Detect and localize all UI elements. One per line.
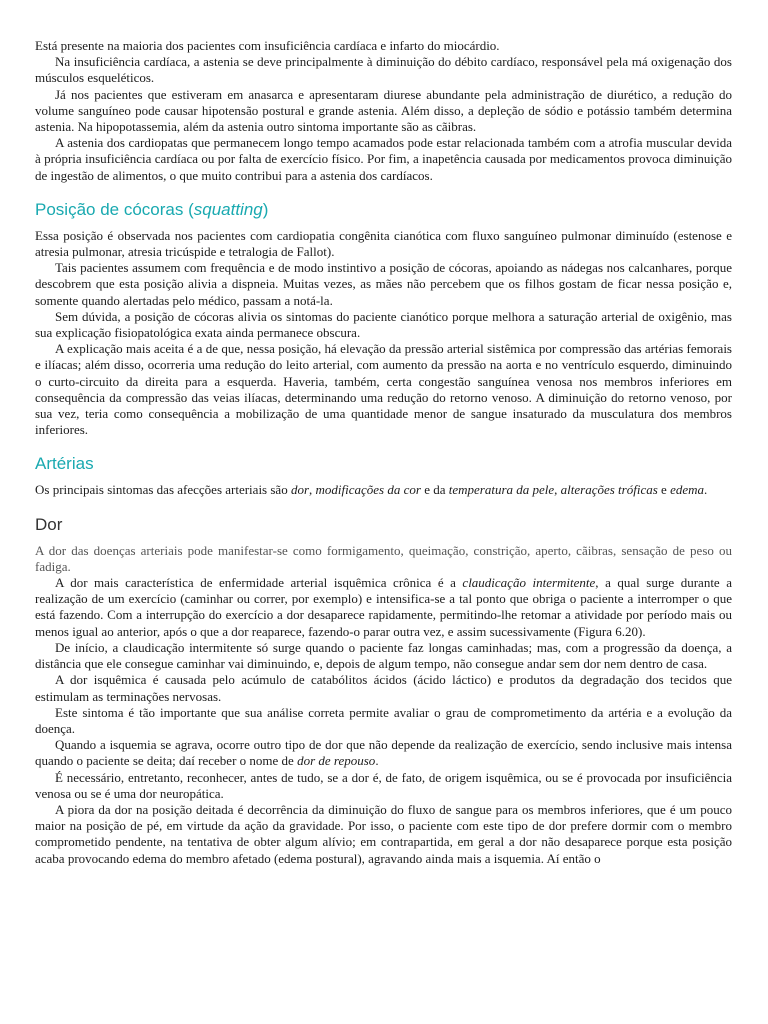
text-run: e da bbox=[420, 482, 449, 498]
paragraph: Tais pacientes assumem com frequência e de modo instintivo a posição de cócoras, apoiando as nádegas nos calcanhares, porque descobrem que esta posição alivia a dispneia. Muitas vezes, as mães não percebem que os filhos gostam de ficar nessa posição e, somente quando alertadas pelo médico, passam a notá-la. bbox=[35, 260, 732, 308]
heading-italic-text: squatting bbox=[193, 199, 263, 219]
paragraph: Já nos pacientes que estiveram em anasarca e apresentaram diurese abundante pela administração de diurético, a redução do volume sanguíneo pode causar hipotensão postural e grande astenia. Além disso, a depleção de sódio e potássio também determina astenia. Na hipopotassemia, além da astenia outro sintoma importante são as cãibras. bbox=[35, 86, 732, 135]
paragraph: A dor das doenças arteriais pode manifestar-se como formigamento, queimação, constrição, aperto, cãibras, sensação de peso ou fadiga. bbox=[35, 542, 732, 574]
text-run: Quando a isquemia se agrava, ocorre outro tipo de dor que não depende da realização de exercício, sendo inclusive mais intensa quando o paciente se deita; daí receber o nome de bbox=[35, 737, 732, 769]
italic-term: temperatura da pele bbox=[448, 482, 555, 498]
paragraph: De início, a claudicação intermitente só surge quando o paciente faz longas caminhadas; mas, com a progressão da doença, a distância que ele consegue caminhar vai diminuindo, e, depois de algum tempo, não consegue andar sem dor nem dentro de casa. bbox=[35, 639, 732, 672]
text-run: e bbox=[657, 482, 671, 498]
text-run: . bbox=[704, 482, 708, 498]
paragraph bbox=[35, 575, 732, 640]
text-run: , a qual surge durante a realização de um exercício (caminhar ou correr, por exemplo) e intensifica-se a tal ponto que obriga o paciente a interromper o que está fazendo. Com a interrupção do exercício a dor desaparece rapidamente, permitindo-lhe retomar a atividade por período mais ou menos igual ao anterior, após o que a dor reaparece, fazendo-o parar outra vez, e assim sucessivamente (Figura 6.20). bbox=[35, 575, 732, 639]
paragraph: Na insuficiência cardíaca, a astenia se deve principalmente à diminuição do débito cardíaco, responsável pela má oxigenação dos músculos esqueléticos. bbox=[35, 54, 732, 86]
paragraph: A astenia dos cardiopatas que permanecem longo tempo acamados pode estar relacionada também com a atrofia muscular devida à própria insuficiência cardíaca ou por falta de exercício físico. Por fim, a inapetência causada por medicamentos provoca diminuição de ingestão de alimentos, o que muito contribui para a astenia dos cardíacos. bbox=[35, 135, 732, 183]
italic-term: dor bbox=[290, 482, 310, 498]
paragraph: A dor isquêmica é causada pelo acúmulo de catabólitos ácidos (ácido láctico) e produtos da degradação dos tecidos que estimulam as terminações nervosas. bbox=[35, 672, 732, 704]
paragraph: É necessário, entretanto, reconhecer, antes de tudo, se a dor é, de fato, de origem isquêmica, ou se é provocada por insuficiência venosa ou se é uma dor neuropática. bbox=[35, 769, 732, 801]
italic-term: alterações tróficas bbox=[560, 482, 658, 498]
paragraph: Essa posição é observada nos pacientes com cardiopatia congênita cianótica com fluxo sanguíneo pulmonar diminuído (estenose e atresia pulmonar, atresia tricúspide e tetralogia de Fallot). bbox=[35, 227, 732, 260]
heading-text: ) bbox=[262, 199, 269, 219]
section-heading-squatting bbox=[35, 200, 732, 220]
italic-term: modificações da cor bbox=[315, 482, 421, 498]
text-run: , bbox=[309, 482, 316, 498]
text-run: Os principais sintomas das afecções arteriais são bbox=[35, 482, 291, 498]
paragraph: Este sintoma é tão importante que sua análise correta permite avaliar o grau de comprometimento da artéria e a evolução da doença. bbox=[35, 704, 732, 736]
document-page bbox=[35, 38, 732, 867]
italic-term: claudicação intermitente bbox=[462, 575, 596, 591]
paragraph: Está presente na maioria dos pacientes com insuficiência cardíaca e infarto do miocárdio. bbox=[35, 38, 500, 53]
paragraph: Sem dúvida, a posição de cócoras alivia os sintomas do paciente cianótico porque melhora a saturação arterial de oxigênio, mas sua explicação fisiopatológica exata ainda permanece obscura. bbox=[35, 308, 732, 341]
text-run: , bbox=[554, 482, 561, 498]
heading-text: Posição de cócoras ( bbox=[35, 199, 194, 219]
section-heading-arterias: Artérias bbox=[35, 454, 94, 474]
paragraph: A piora da dor na posição deitada é decorrência da diminuição do fluxo de sangue para os membros inferiores, que é um pouco maior na posição de pé, em virtude da ação da gravidade. Por isso, o paciente com este tipo de dor prefere dormir com o membro comprometido pendente, na tentativa de obter algum alívio; em contrapartida, em geral a dor não desaparece porque esta posição acaba provocando edema do membro afetado (edema postural), agravando ainda mais a isquemia. Aí então o bbox=[35, 801, 732, 866]
paragraph bbox=[35, 482, 732, 498]
subsection-heading-dor: Dor bbox=[35, 514, 63, 534]
paragraph bbox=[35, 737, 732, 769]
italic-term: edema bbox=[670, 482, 705, 498]
text-run: . bbox=[375, 753, 379, 769]
text-run: A dor mais característica de enfermidade arterial isquêmica crônica é a bbox=[55, 575, 463, 591]
italic-term: dor de repouso bbox=[297, 753, 376, 769]
paragraph: A explicação mais aceita é a de que, nessa posição, há elevação da pressão arterial sistêmica por compressão das artérias femorais e ilíacas; além disso, ocorreria uma redução do leito arterial, com aumento da pressão na aorta e no ventrículo esquerdo, diminuindo o curto-circuito da direita para a esquerda. Haveria, também, certa congestão sanguínea venosa nos membros inferiores em consequência da compressão das veias ilíacas, determinando uma redução do retorno venoso. A diminuição do retorno venoso, por sua vez, teria como consequência a mobilização de uma quantidade menor de sangue insaturado da musculatura dos membros inferiores. bbox=[35, 341, 732, 438]
